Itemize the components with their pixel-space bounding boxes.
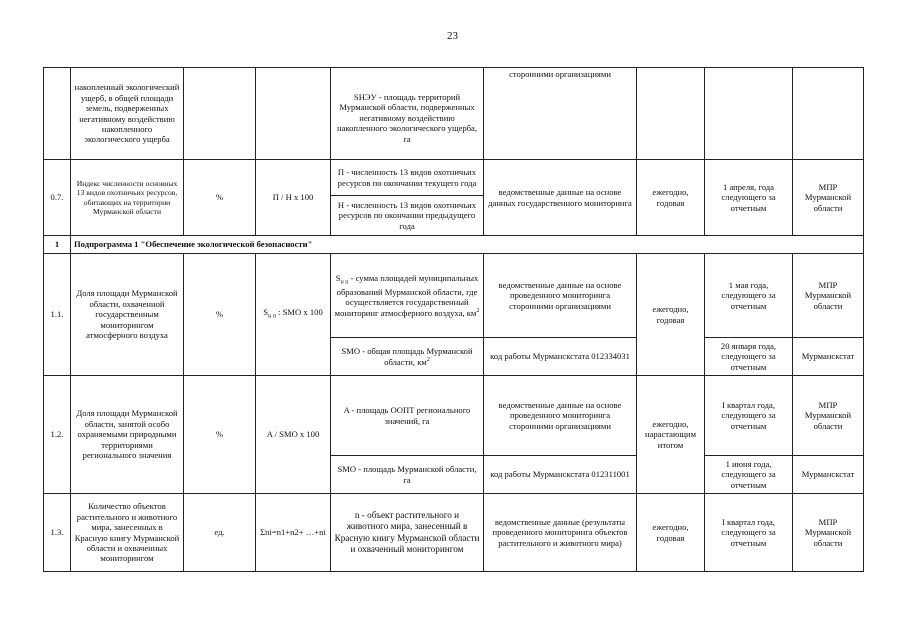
indicator-name: Доля площади Мурманской области, занятой особо охраняемыми природными территориями регионального значения — [71, 376, 184, 494]
formula: П / Н х 100 — [256, 160, 331, 236]
table-row — [44, 376, 864, 456]
periodicity: ежегодно, годовая — [637, 254, 705, 376]
table-row — [44, 254, 864, 338]
variable-description: $S_{н п}$ - сумма площадей муниципальных образований Мурманской области, где осуществляется государственный мониторинг атмосферного воздуха, $км^2$ — [331, 254, 484, 338]
table-row — [44, 494, 864, 572]
section-row — [44, 236, 864, 254]
table-row — [44, 68, 864, 160]
deadline: I квартал года, следующего за отчетным — [705, 376, 793, 456]
responsible: МПР Мурманской области — [793, 376, 864, 456]
responsible: МПР Мурманской области — [793, 160, 864, 236]
section-title: Подпрограмма 1 "Обеспечение экологической безопасности" — [71, 236, 864, 254]
indicator-name: Количество объектов растительного и животного мира, занесенных в Красную книгу Мурманской области и охваченных мониторингом — [71, 494, 184, 572]
data-source: код работы Мурманскстата 012334031 — [484, 338, 637, 376]
table-row — [44, 160, 864, 196]
responsible: МПР Мурманской области — [793, 254, 864, 338]
row-number: 1.2. — [44, 376, 71, 494]
data-source: ведомственные данные на основе проведенного мониторинга сторонними организациями — [484, 254, 637, 338]
row-number: 1.3. — [44, 494, 71, 572]
variable-description: SMO - площадь Мурманской области, га — [331, 456, 484, 494]
responsible: МПР Мурманской области — [793, 494, 864, 572]
variable-description: SНЭУ - площадь территорий Мурманской области, подверженных негативному воздействию накопленного экологического ущерба, га — [331, 68, 484, 160]
formula: Σni=n1+n2+ …+ni — [256, 494, 331, 572]
section-number: 1 — [44, 236, 71, 254]
deadline: 1 апреля, года следующего за отчетным — [705, 160, 793, 236]
deadline: 1 июня года, следующего за отчетным — [705, 456, 793, 494]
formula: $S_{н п}$ : SMO x 100 — [256, 254, 331, 376]
data-source: ведомственные данные на основе данных государственного мониторинга — [484, 160, 637, 236]
data-source: код работы Мурманскстата 012311001 — [484, 456, 637, 494]
periodicity: ежегодно, годовая — [637, 494, 705, 572]
indicator-name: Доля площади Мурманской области, охваченной государственным мониторингом атмосферного воздуха — [71, 254, 184, 376]
responsible: Мурманскстат — [793, 338, 864, 376]
variable-description: Н - численность 13 видов охотничьих ресурсов по окончании предыдущего года — [331, 196, 484, 236]
unit: % — [184, 376, 256, 494]
deadline: I квартал года, следующего за отчетным — [705, 494, 793, 572]
variable-description: n - объект растительного и животного мира, занесенный в Красную книгу Мурманской области и охваченный мониторингом — [331, 494, 484, 572]
periodicity: ежегодно, годовая — [637, 160, 705, 236]
unit: ед. — [184, 494, 256, 572]
variable-description: П - численность 13 видов охотничьих ресурсов по окончании текущего года — [331, 160, 484, 196]
formula: A / SMO x 100 — [256, 376, 331, 494]
indicator-name: накопленный экологический ущерб, в общей площади земель, подверженных негативному воздействию накопленного экологического ущерба — [71, 68, 184, 160]
variable-description: A - площадь ООПТ регионального значений, га — [331, 376, 484, 456]
page-number: 23 — [447, 30, 458, 42]
unit: % — [184, 254, 256, 376]
data-source: сторонними организациями — [484, 68, 637, 160]
responsible: Мурманскстат — [793, 456, 864, 494]
unit: % — [184, 160, 256, 236]
periodicity: ежегодно, нарастающим итогом — [637, 376, 705, 494]
indicators-table — [43, 67, 864, 572]
deadline: 20 января года, следующего за отчетным — [705, 338, 793, 376]
data-source: ведомственные данные (результаты проведенного мониторинга объектов растительного и животного мира) — [484, 494, 637, 572]
variable-description: SMO - общая площадь Мурманской области, $км^2$ — [331, 338, 484, 376]
deadline: 1 мая года, следующего за отчетным — [705, 254, 793, 338]
indicator-name: Индекс численности основных 13 видов охотничьих ресурсов, обитающих на территории Мурманской области — [71, 160, 184, 236]
row-number: 1.1. — [44, 254, 71, 376]
data-source: ведомственные данные на основе проведенного мониторинга сторонними организациями — [484, 376, 637, 456]
row-number: 0.7. — [44, 160, 71, 236]
